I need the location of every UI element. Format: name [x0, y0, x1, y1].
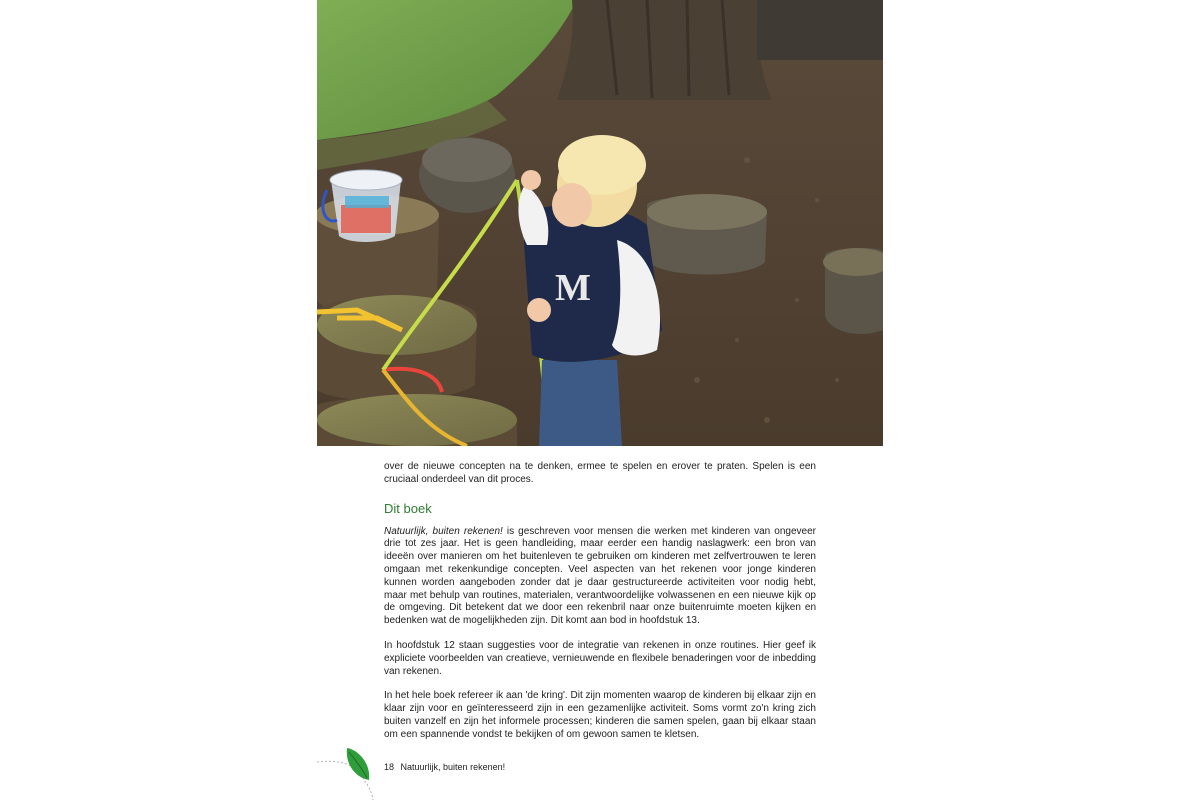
intro-paragraph: over de nieuwe concepten na te denken, ermee te spelen en erover te praten. Spelen is een cruciaal onderdeel van dit proces. — [384, 461, 816, 485]
body-text — [384, 461, 816, 754]
photo-child-with-ribbons — [317, 0, 883, 446]
page-footer — [317, 740, 883, 800]
paragraph-1 — [384, 526, 816, 628]
section-heading: Dit boek — [384, 500, 432, 516]
footer-label — [384, 762, 505, 772]
leaf-icon — [317, 740, 387, 800]
book-title-italic: Natuurlijk, buiten rekenen! — [384, 525, 503, 537]
page-number: 18 — [384, 762, 395, 772]
footer-book-title: Natuurlijk, buiten rekenen! — [400, 762, 506, 772]
book-page — [317, 0, 883, 800]
paragraph-1-text: is geschreven voor mensen die werken met kinderen van ongeveer drie tot zes jaar. Het is geen handleiding, maar eerder een handig naslagwerk: een bron van ideeën over manieren om het buitenleven te gebruiken om kinderen met zelfvertrouwen te leren omgaan met rekenkundige concepten. Veel aspecten van het rekenen voor jonge kinderen kunnen worden aangeboden zonder dat je daar gestructureerde activiteiten voor nodig hebt, maar met behulp van routines, materialen, verantwoordelijke volwassenen en een nieuwe kijk op de omgeving. Dit betekent dat we door een rekenbril naar onze buitenruimte moeten kijken en bedenken wat de mogelijkheden zijn. Dit komt aan bod in hoofdstuk 13. — [384, 525, 816, 627]
paragraph-3: In het hele boek refereer ik aan 'de kring'. Dit zijn momenten waarop de kinderen bij elkaar zijn en klaar zijn voor en geïnteresseerd zijn in een gezamenlijke activiteit. Soms vormt zo'n kring zich buiten vanzelf en zijn het informele processen; kinderen die samen spelen, gaan bij elkaar staan om een spannende vondst te bekijken of om gewoon samen te kletsen. — [384, 690, 816, 740]
svg-text:M: M — [555, 267, 591, 309]
paragraph-2: In hoofdstuk 12 staan suggesties voor de integratie van rekenen in onze routines. Hier geef ik expliciete voorbeelden van creatieve, vernieuwende en flexibele benaderingen voor de inbedding van rekenen. — [384, 639, 816, 677]
